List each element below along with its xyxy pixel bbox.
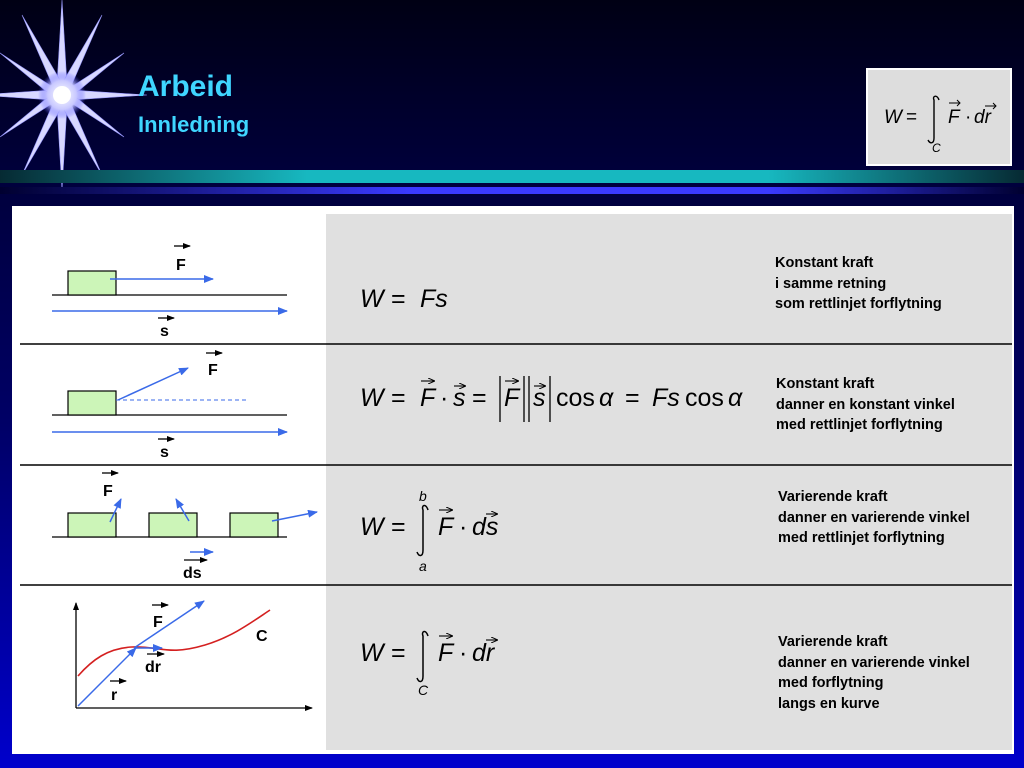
description-row-4 <box>778 632 970 714</box>
curve-C <box>78 610 270 676</box>
description-line: langs en kurve <box>778 695 880 712</box>
formula-dr: dr <box>974 107 991 128</box>
diagram-varying-force-curve <box>76 601 312 708</box>
block <box>68 513 116 537</box>
description-line: som rettlinjet forflytning <box>775 296 942 312</box>
description-row-2 <box>776 374 955 436</box>
label-r: r <box>111 687 118 704</box>
description-line: Varierende kraft <box>778 489 888 505</box>
formula-F: F <box>438 513 454 541</box>
description-row-3 <box>778 487 970 549</box>
description-row-1 <box>775 253 942 315</box>
formula-equals: = <box>625 384 640 412</box>
description-line: Konstant kraft <box>776 376 875 392</box>
formula-Fs: Fs <box>652 384 680 412</box>
label-ds: ds <box>183 565 202 582</box>
formula-equals: = <box>472 384 487 412</box>
description-line: med forflytning <box>778 675 884 691</box>
formula-W: W <box>360 384 384 412</box>
formula-lower-limit: C <box>418 682 429 698</box>
formula-upper-limit: b <box>419 488 427 504</box>
diagram-constant-force-angle <box>52 353 287 461</box>
formula-row-3 <box>360 488 498 574</box>
description-line: med rettlinjet forflytning <box>776 417 943 433</box>
slide-title: Arbeid <box>138 70 234 103</box>
description-line: med rettlinjet forflytning <box>778 530 945 546</box>
force-arrow <box>118 368 188 400</box>
formula-dot: · <box>965 107 972 128</box>
formula-lower-limit: a <box>419 558 427 574</box>
formula-W: W <box>360 285 384 313</box>
formula-alpha: α <box>599 384 614 412</box>
formula-equals: = <box>391 384 406 412</box>
formula-dot: · <box>459 639 468 667</box>
force-arrow <box>134 601 204 648</box>
formula-F: F <box>504 384 520 412</box>
description-line: Konstant kraft <box>775 255 874 271</box>
diagram-constant-force-parallel <box>52 246 287 340</box>
description-line: danner en varierende vinkel <box>778 654 970 671</box>
description-line: danner en varierende vinkel <box>778 509 970 526</box>
label-F: F <box>153 614 163 631</box>
formula-rhs: Fs <box>420 285 448 313</box>
force-arrow <box>272 512 317 521</box>
formula-equals: = <box>906 107 918 128</box>
label-s: s <box>160 323 169 340</box>
label-s: s <box>160 444 169 461</box>
diagram-varying-force-straight <box>52 473 317 582</box>
label-C: C <box>256 628 268 645</box>
formula-dot: · <box>459 513 468 541</box>
block <box>68 391 116 415</box>
formula-ds: ds <box>472 513 499 541</box>
formula-s: s <box>533 384 546 412</box>
position-vector-arrow <box>78 648 136 706</box>
integral-sign-icon <box>417 631 428 681</box>
formula-W: W <box>884 107 902 128</box>
formula-W: W <box>360 513 384 541</box>
formula-row-1 <box>360 285 448 313</box>
integral-sign-icon <box>417 505 428 555</box>
formula-dr: dr <box>472 639 495 667</box>
description-line: i samme retning <box>775 275 887 292</box>
block <box>230 513 278 537</box>
label-F: F <box>208 362 218 379</box>
label-dr: dr <box>145 659 161 676</box>
formula-F: F <box>438 639 454 667</box>
formula-row-2 <box>360 376 743 422</box>
formula-row-4 <box>360 631 497 698</box>
formula-W: W <box>360 639 384 667</box>
block <box>68 271 116 295</box>
formula-cos: cos <box>556 384 595 412</box>
block <box>149 513 197 537</box>
description-line: Varierende kraft <box>778 634 888 650</box>
formula-F: F <box>948 107 960 128</box>
formula-equals: = <box>391 639 406 667</box>
formula-equals: = <box>391 513 406 541</box>
formula-equals: = <box>391 285 406 313</box>
formula-lower-limit: C <box>932 141 941 155</box>
formula-s: s <box>453 384 466 412</box>
description-line: danner en konstant vinkel <box>776 396 955 413</box>
formula-cos: cos <box>685 384 724 412</box>
slide-subtitle: Innledning <box>138 112 250 137</box>
label-F: F <box>103 483 113 500</box>
label-F: F <box>176 257 186 274</box>
formula-F: F <box>420 384 436 412</box>
formula-alpha: α <box>728 384 743 412</box>
formula-dot: · <box>440 384 449 412</box>
